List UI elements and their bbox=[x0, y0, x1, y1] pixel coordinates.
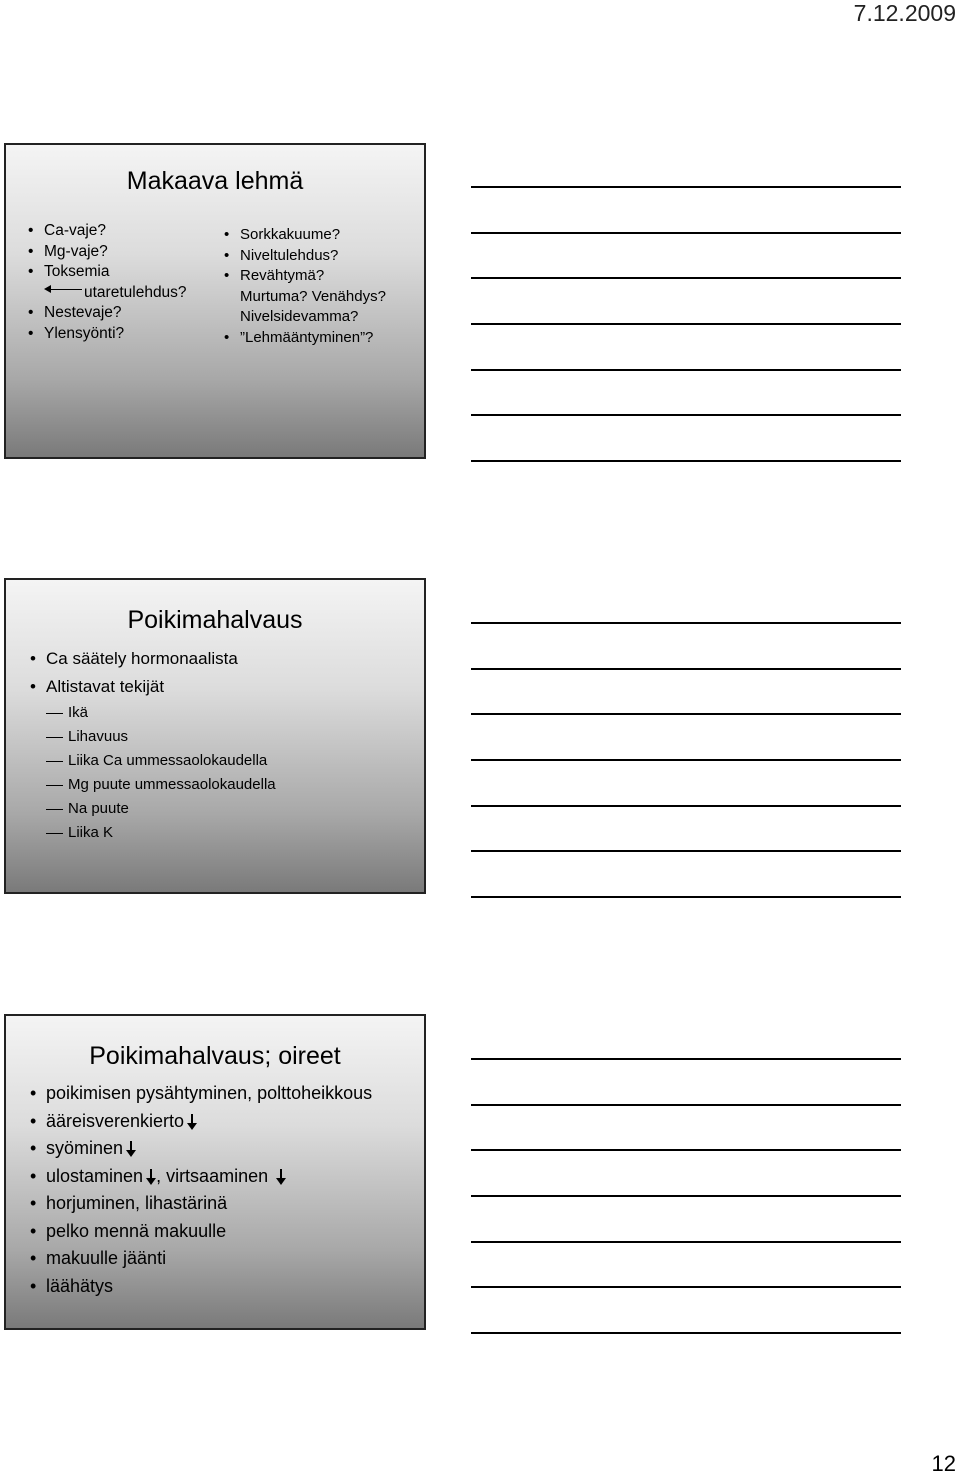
slide-right-list bbox=[222, 225, 386, 348]
list-item bbox=[28, 1135, 372, 1163]
note-line bbox=[471, 713, 901, 715]
note-line bbox=[471, 1332, 901, 1334]
slide-title: Poikimahalvaus; oireet bbox=[89, 1042, 341, 1070]
note-line bbox=[471, 896, 901, 898]
sub-list-item: Lihavuus bbox=[28, 725, 276, 749]
note-line bbox=[471, 369, 901, 371]
sub-list-item: Mg puute ummessaolokaudella bbox=[28, 773, 276, 797]
list-item: • makuulle jäänti bbox=[28, 1245, 372, 1273]
slide-title: Makaava lehmä bbox=[126, 167, 304, 195]
list-item bbox=[28, 1108, 372, 1136]
page-number: 12 bbox=[931, 1451, 956, 1476]
note-line bbox=[471, 414, 901, 416]
document-date: 7.12.2009 bbox=[853, 0, 956, 26]
slide-left-list bbox=[26, 221, 187, 344]
list-item: • Revähtymä? bbox=[222, 266, 386, 287]
list-item: • ”Lehmääntyminen”? bbox=[222, 328, 386, 349]
list-item: • pelko mennä makuulle bbox=[28, 1218, 372, 1246]
note-line bbox=[471, 622, 901, 624]
note-line bbox=[471, 460, 901, 462]
note-line bbox=[471, 1058, 901, 1060]
slide-poikimahalvaus-oireet bbox=[4, 1014, 426, 1330]
list-item: • horjuminen, lihastärinä bbox=[28, 1190, 372, 1218]
list-item-text: , virtsaaminen bbox=[156, 1165, 269, 1186]
list-item: • Toksemia bbox=[26, 262, 187, 283]
list-item-text: syöminen bbox=[46, 1138, 124, 1158]
note-line bbox=[471, 850, 901, 852]
arrow-down-icon bbox=[276, 1169, 286, 1185]
arrow-left-icon bbox=[44, 285, 82, 295]
note-line bbox=[471, 1286, 901, 1288]
list-item: • Ca säätely hormonaalista bbox=[28, 645, 276, 673]
note-line bbox=[471, 668, 901, 670]
list-item: • läähätys bbox=[28, 1273, 372, 1301]
list-item: • Altistavat tekijät bbox=[28, 673, 276, 701]
note-line bbox=[471, 186, 901, 188]
list-item-continuation: Nivelsidevamma? bbox=[240, 308, 359, 325]
list-item: • Ca-vaje? bbox=[26, 221, 187, 242]
list-item-continuation bbox=[26, 283, 187, 304]
slide-makaava-lehma bbox=[4, 143, 426, 459]
list-item: • Niveltulehdus? bbox=[222, 246, 386, 267]
sub-list-item: Liika Ca ummessaolokaudella bbox=[28, 749, 276, 773]
note-line bbox=[471, 759, 901, 761]
list-item: • Mg-vaje? bbox=[26, 242, 187, 263]
list-item: • Sorkkakuume? bbox=[222, 225, 386, 246]
list-item-text: ulostaminen bbox=[46, 1165, 144, 1186]
sub-list-item: Ikä bbox=[28, 701, 276, 725]
note-line bbox=[471, 1104, 901, 1106]
note-line bbox=[471, 277, 901, 279]
slide-poikimahalvaus bbox=[4, 578, 426, 894]
list-item: • Ylensyönti? bbox=[26, 324, 187, 345]
arrow-down-icon bbox=[126, 1141, 136, 1157]
list-item-text: utaretulehdus? bbox=[84, 283, 187, 301]
list-item: • Nestevaje? bbox=[26, 303, 187, 324]
list-item bbox=[28, 1163, 372, 1191]
slide-list bbox=[28, 645, 276, 845]
note-line bbox=[471, 1241, 901, 1243]
arrow-down-icon bbox=[146, 1169, 156, 1185]
sub-list-item: Liika K bbox=[28, 821, 276, 845]
list-item-continuation: Murtuma? Venähdys? bbox=[240, 287, 386, 305]
note-line bbox=[471, 805, 901, 807]
note-line bbox=[471, 232, 901, 234]
sub-list-item: Na puute bbox=[28, 797, 276, 821]
list-item: • poikimisen pysähtyminen, polttoheikkous bbox=[28, 1080, 372, 1108]
note-line bbox=[471, 1149, 901, 1151]
list-item-text: ääreisverenkierto bbox=[46, 1110, 185, 1131]
note-line bbox=[471, 323, 901, 325]
slide-list bbox=[28, 1080, 372, 1300]
note-line bbox=[471, 1195, 901, 1197]
slide-title: Poikimahalvaus bbox=[127, 606, 303, 634]
arrow-down-icon bbox=[187, 1114, 197, 1130]
